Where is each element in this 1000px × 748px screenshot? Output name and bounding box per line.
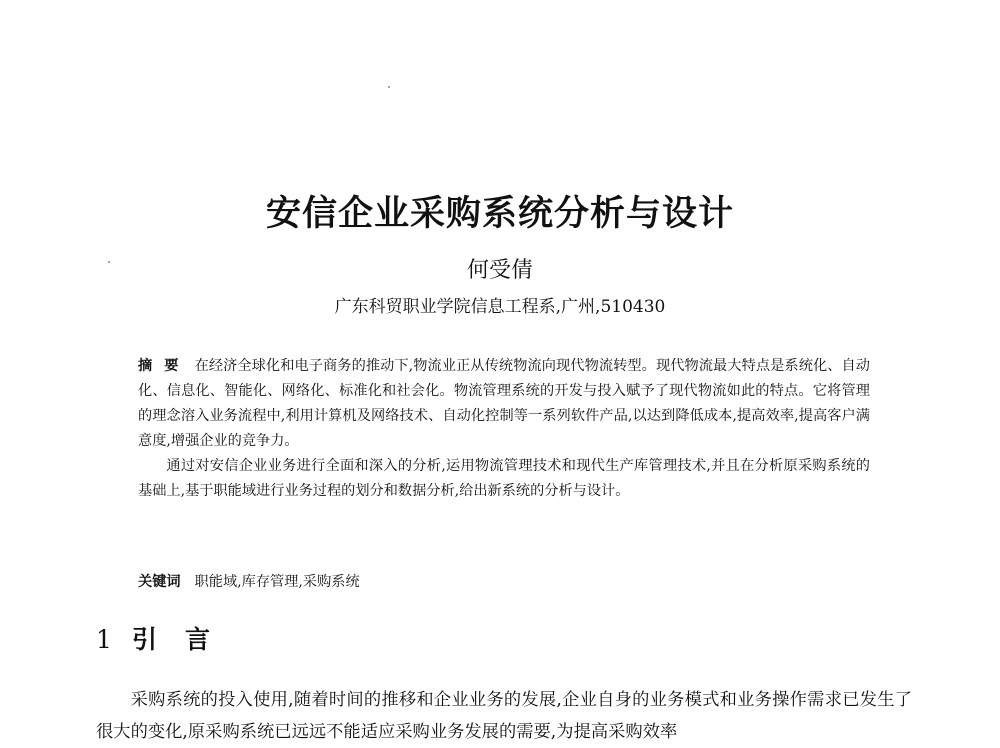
section-heading [96, 622, 238, 658]
scan-speck [388, 86, 390, 88]
section-number: 1 [96, 625, 112, 654]
abstract-label: 摘要 [138, 358, 191, 374]
abstract-paragraph: 通过对安信企业业务进行全面和深入的分析,运用物流管理技术和现代生产库管理技术,并且在分析原采购系统的基础上,基于职能域进行业务过程的划分和数据分析,给出新系统的分析与设计。 [138, 458, 870, 499]
keywords [138, 570, 360, 595]
section-title: 引言 [132, 625, 239, 654]
author-affiliation: 广东科贸职业学院信息工程系,广州,510430 [334, 297, 666, 317]
body-text [96, 684, 912, 748]
author-name: 何受倩 [466, 258, 533, 283]
body-paragraph: 采购系统的投入使用,随着时间的推移和企业业务的发展,企业自身的业务模式和业务操作需求已发生了很大的变化,原采购系统已远远不能适应采购业务发展的需要,为提高采购效率 [96, 690, 912, 742]
keywords-label: 关键词 [138, 574, 181, 590]
keywords-value: 职能域,库存管理,采购系统 [194, 574, 360, 590]
paper-title: 安信企业采购系统分析与设计 [265, 194, 734, 234]
abstract-paragraph [138, 354, 870, 454]
abstract-text: 在经济全球化和电子商务的推动下,物流业正从传统物流向现代物流转型。现代物流最大特点是系统化、自动化、信息化、智能化、网络化、标准化和社会化。物流管理系统的开发与投入赋予了现代物流如此的特点。它将管理的理念溶入业务流程中,利用计算机及网络技术、自动化控制等一系列软件产品,以达到降低成本,提高效率,提高客户满意度,增强企业的竞争力。 [138, 358, 870, 449]
abstract [138, 354, 870, 504]
